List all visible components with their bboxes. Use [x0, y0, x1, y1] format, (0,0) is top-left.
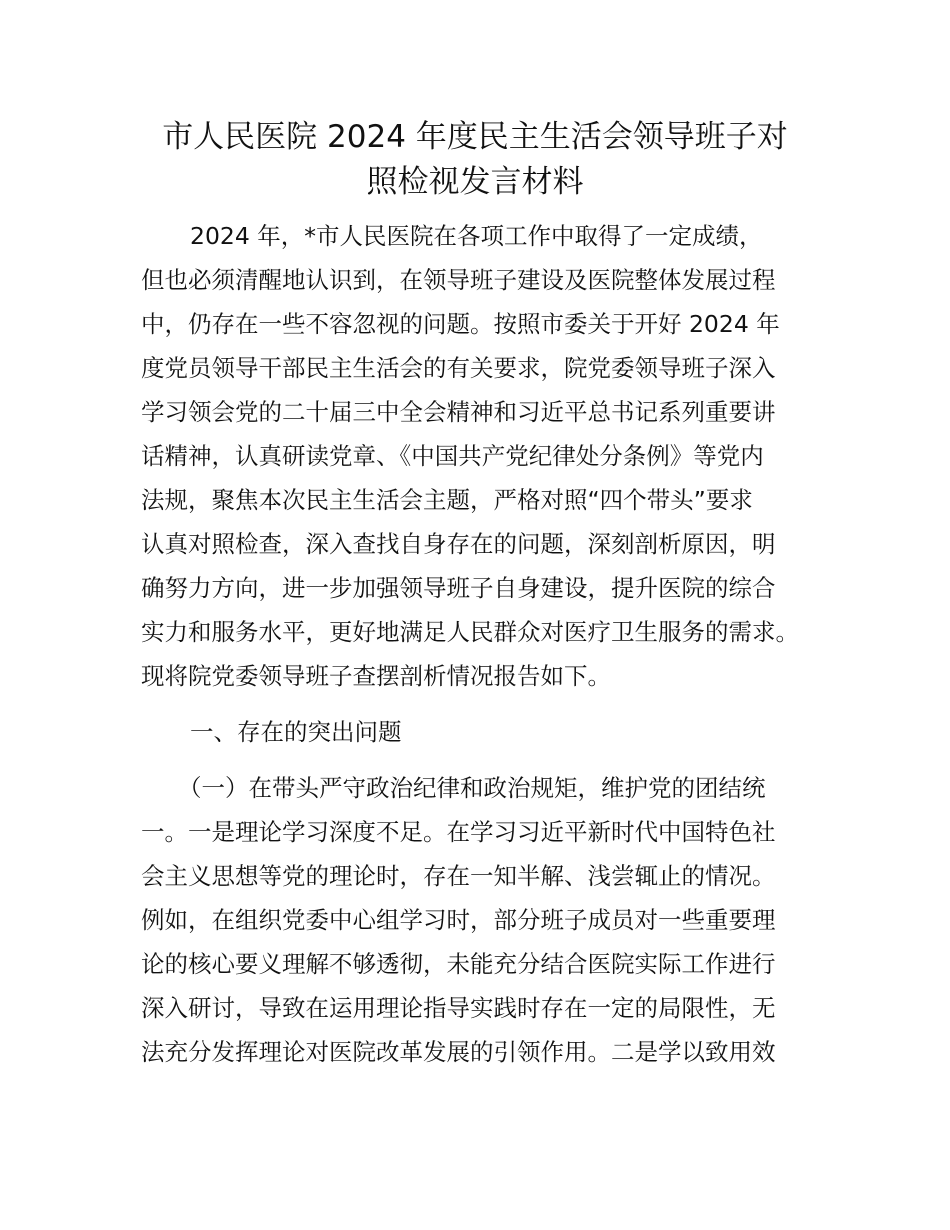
paragraph-2-line-1: （一）在带头严守政治纪律和政治规矩，维护党的团结统	[178, 774, 766, 802]
paragraph-1-line-8: 认真对照检查，深入查找自身存在的问题，深刻剖析原因，明	[141, 530, 776, 558]
paragraph-2-line-2: 一。一是理论学习深度不足。在学习习近平新时代中国特色社	[141, 818, 776, 846]
paragraph-1-line-5: 学习领会党的二十届三中全会精神和习近平总书记系列重要讲	[141, 398, 776, 426]
paragraph-2-line-4: 例如，在组织党委中心组学习时，部分班子成员对一些重要理	[141, 906, 776, 934]
paragraph-2-line-5: 论的核心要义理解不够透彻，未能充分结合医院实际工作进行	[141, 950, 776, 978]
paragraph-1-line-6: 话精神，认真研读党章、《中国共产党纪律处分条例》等党内	[141, 442, 764, 470]
section-1-heading: 一、存在的突出问题	[190, 718, 402, 746]
paragraph-2-line-7: 法充分发挥理论对医院改革发展的引领作用。二是学以致用效	[141, 1038, 776, 1066]
paragraph-1-line-1: 2024 年，*市人民医院在各项工作中取得了一定成绩，	[190, 222, 763, 250]
paragraph-1-line-2: 但也必须清醒地认识到，在领导班子建设及医院整体发展过程	[141, 266, 776, 294]
paragraph-1-line-9: 确努力方向，进一步加强领导班子自身建设，提升医院的综合	[141, 574, 776, 602]
document-title-line-1: 市人民医院 2024 年度民主生活会领导班子对	[162, 119, 788, 155]
document-title-line-2: 照检视发言材料	[366, 164, 584, 200]
paragraph-2-line-3: 会主义思想等党的理论时，存在一知半解、浅尝辄止的情况。	[141, 862, 776, 890]
paragraph-1-line-4: 度党员领导干部民主生活会的有关要求，院党委领导班子深入	[141, 354, 776, 382]
paragraph-1-line-7: 法规，聚焦本次民主生活会主题，严格对照“四个带头”要求	[141, 486, 753, 514]
paragraph-2-line-6: 深入研讨，导致在运用理论指导实践时存在一定的局限性，无	[141, 994, 776, 1022]
paragraph-1-line-11: 现将院党委领导班子查摆剖析情况报告如下。	[141, 662, 611, 690]
paragraph-1-line-10: 实力和服务水平，更好地满足人民群众对医疗卫生服务的需求。	[141, 618, 799, 646]
paragraph-1-line-3: 中，仍存在一些不容忽视的问题。按照市委关于开好 2024 年	[141, 310, 780, 338]
